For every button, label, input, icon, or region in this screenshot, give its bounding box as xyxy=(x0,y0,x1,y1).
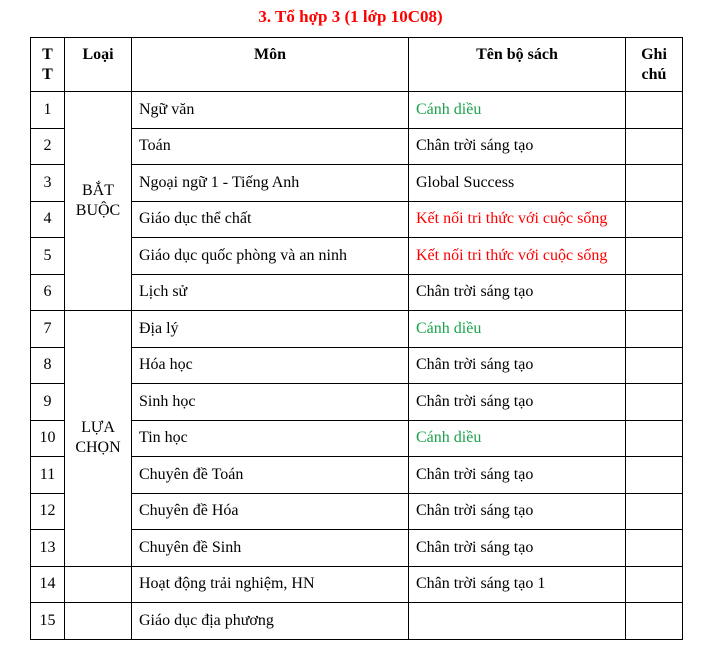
row-number: 14 xyxy=(31,566,65,603)
header-sach: Tên bộ sách xyxy=(409,38,626,92)
textbook-cell: Cánh diều xyxy=(409,311,626,348)
textbook-cell: Chân trời sáng tạo xyxy=(409,493,626,530)
note-cell xyxy=(626,201,683,238)
textbook-cell: Chân trời sáng tạo xyxy=(409,530,626,567)
row-number: 13 xyxy=(31,530,65,567)
header-tt-label: T T xyxy=(42,46,53,83)
header-tt xyxy=(31,38,65,92)
group-lua-chon-label: LỰA CHỌN xyxy=(75,419,121,457)
note-cell xyxy=(626,274,683,311)
row-number: 9 xyxy=(31,384,65,421)
note-cell xyxy=(626,493,683,530)
header-mon: Môn xyxy=(132,38,409,92)
row-number: 1 xyxy=(31,92,65,129)
textbook-cell: Chân trời sáng tạo xyxy=(409,457,626,494)
subject-cell: Chuyên đề Hóa xyxy=(132,493,409,530)
table-row xyxy=(31,92,683,129)
textbook-cell: Cánh diều xyxy=(409,420,626,457)
row-number: 8 xyxy=(31,347,65,384)
textbook-cell: Chân trời sáng tạo xyxy=(409,274,626,311)
textbook-cell: Chân trời sáng tạo xyxy=(409,128,626,165)
row-number: 4 xyxy=(31,201,65,238)
note-cell xyxy=(626,603,683,640)
row-number: 11 xyxy=(31,457,65,494)
table-row xyxy=(31,311,683,348)
textbook-cell: Cánh diều xyxy=(409,92,626,129)
subject-cell: Lịch sử xyxy=(132,274,409,311)
note-cell xyxy=(626,92,683,129)
row-number: 7 xyxy=(31,311,65,348)
subject-cell: Ngữ văn xyxy=(132,92,409,129)
note-cell xyxy=(626,128,683,165)
header-ghichu xyxy=(626,38,683,92)
textbook-cell: Kết nối tri thức với cuộc sống xyxy=(409,238,626,275)
subject-cell: Hoạt động trải nghiệm, HN xyxy=(132,566,409,603)
note-cell xyxy=(626,165,683,202)
note-cell xyxy=(626,530,683,567)
textbook-cell xyxy=(409,603,626,640)
note-cell xyxy=(626,384,683,421)
table-body xyxy=(31,92,683,640)
subject-cell: Giáo dục thể chất xyxy=(132,201,409,238)
group-bat-buoc-label: BẮT BUỘC xyxy=(75,182,121,219)
group-empty xyxy=(65,603,132,640)
header-row xyxy=(31,38,683,92)
row-number: 10 xyxy=(31,420,65,457)
section-title: 3. Tổ hợp 3 (1 lớp 10C08) xyxy=(258,7,443,26)
note-cell xyxy=(626,420,683,457)
header-loai: Loại xyxy=(65,38,132,92)
table-row xyxy=(31,566,683,603)
subject-cell: Ngoại ngữ 1 - Tiếng Anh xyxy=(132,165,409,202)
textbook-table xyxy=(30,37,683,640)
note-cell xyxy=(626,238,683,275)
textbook-cell: Chân trời sáng tạo 1 xyxy=(409,566,626,603)
subject-cell: Chuyên đề Toán xyxy=(132,457,409,494)
table-row xyxy=(31,603,683,640)
row-number: 5 xyxy=(31,238,65,275)
row-number: 12 xyxy=(31,493,65,530)
row-number: 3 xyxy=(31,165,65,202)
header-ghichu-label: Ghi chú xyxy=(641,46,667,83)
subject-cell: Toán xyxy=(132,128,409,165)
subject-cell: Giáo dục quốc phòng và an ninh xyxy=(132,238,409,275)
subject-cell: Tin học xyxy=(132,420,409,457)
textbook-cell: Kết nối tri thức với cuộc sống xyxy=(409,201,626,238)
subject-cell: Hóa học xyxy=(132,347,409,384)
subject-cell: Giáo dục địa phương xyxy=(132,603,409,640)
row-number: 2 xyxy=(31,128,65,165)
subject-cell: Chuyên đề Sinh xyxy=(132,530,409,567)
note-cell xyxy=(626,311,683,348)
group-lua-chon xyxy=(65,311,132,567)
row-number: 15 xyxy=(31,603,65,640)
group-bat-buoc xyxy=(65,92,132,311)
note-cell xyxy=(626,566,683,603)
note-cell xyxy=(626,457,683,494)
subject-cell: Sinh học xyxy=(132,384,409,421)
textbook-cell: Global Success xyxy=(409,165,626,202)
subject-cell: Địa lý xyxy=(132,311,409,348)
group-empty xyxy=(65,566,132,603)
textbook-cell: Chân trời sáng tạo xyxy=(409,347,626,384)
row-number: 6 xyxy=(31,274,65,311)
textbook-cell: Chân trời sáng tạo xyxy=(409,384,626,421)
note-cell xyxy=(626,347,683,384)
